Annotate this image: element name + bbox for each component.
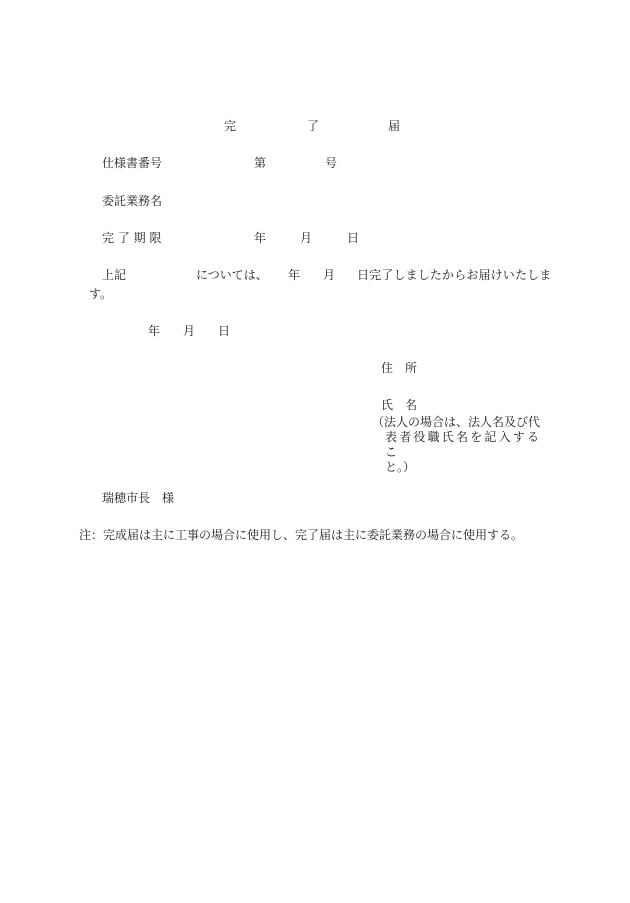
corporate-note <box>372 415 552 475</box>
addressee: 瑞穂市長 様 <box>102 491 175 505</box>
contract-name-label: 委託業務名 <box>102 194 163 208</box>
deadline-month: 月 <box>300 231 313 245</box>
deadline-year: 年 <box>254 231 267 245</box>
corporate-note-line-3: と。） <box>385 460 416 474</box>
corporate-note-line-2: 表者役職氏名を記入するこ <box>385 430 542 459</box>
submission-day: 日 <box>218 324 231 338</box>
body-regarding: については、 <box>196 268 268 282</box>
deadline-day: 日 <box>347 231 360 245</box>
body-lead: 上記 <box>102 268 127 282</box>
spec-number-label: 仕様書番号 <box>102 156 163 170</box>
corporate-note-line-1: （法人の場合は、法人名及び代 <box>372 415 541 429</box>
title-char-3: 届 <box>388 119 401 133</box>
spec-number-suffix: 号 <box>325 156 338 170</box>
body-year: 年 <box>288 268 301 282</box>
name-label: 氏 名 <box>381 398 418 412</box>
submission-month: 月 <box>183 324 196 338</box>
title-char-1: 完 <box>224 119 237 133</box>
body-month: 月 <box>323 268 336 282</box>
submission-year: 年 <box>148 324 161 338</box>
spec-number-prefix: 第 <box>254 156 267 170</box>
address-label: 住 所 <box>381 361 418 375</box>
body-completion: 日完了しましたからお届けいたしま <box>357 268 552 282</box>
deadline-label: 完 了 期 限 <box>102 231 162 245</box>
body-wrap: す。 <box>89 287 113 301</box>
footnote: 注：完成届は主に工事の場合に使用し、完了届は主に委託業務の場合に使用する。 <box>79 528 524 542</box>
title-char-2: 了 <box>307 119 320 133</box>
